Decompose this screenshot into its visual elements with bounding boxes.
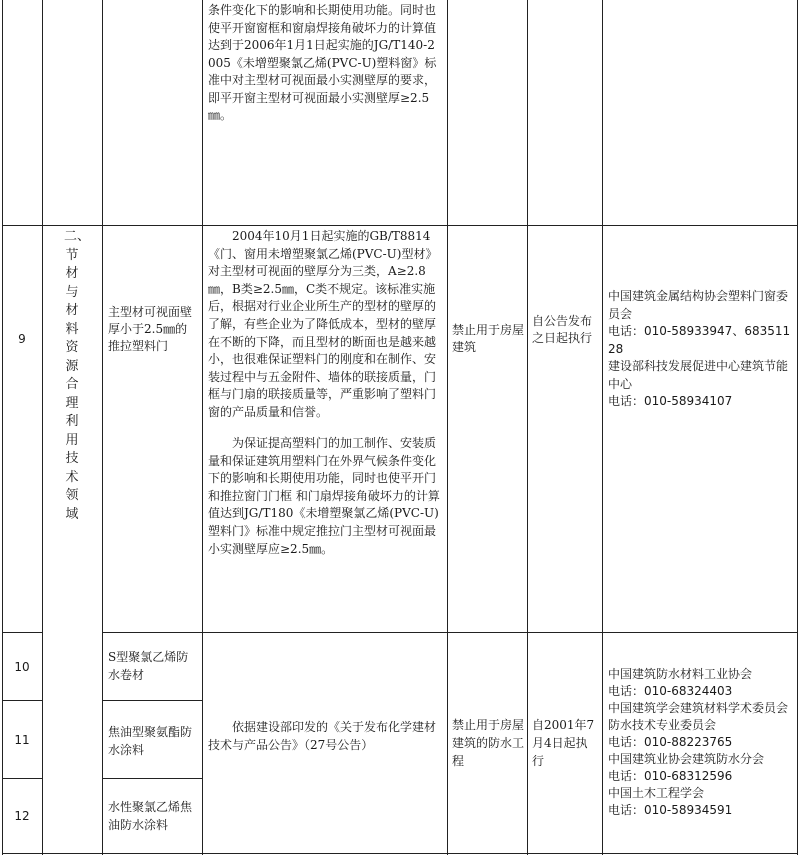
row-divider-9-10 [102,632,798,633]
row-divider-9-10-no [2,632,43,633]
col-divider-product [202,0,203,855]
row-divider-11-12-product [102,778,203,779]
row-divider-11-12-no [2,778,43,779]
row-divider-top-right [102,225,798,226]
row-divider-top [2,225,102,226]
group-reason: 依据建设部印发的《关于发布化学建材技术与产品公告》（27号公告） [208,720,437,752]
table-border-bottom [2,853,798,854]
top-reason-text: 条件变化下的影响和长期使用功能。同时也使平开窗窗框和窗扇焊接角破坏力的计算值达到于2006年1月1日起实施的JG/T140-2005《未增塑聚氯乙烯(PVC-U)塑料窗》标准中对主型材可视面最小实测壁厚的要求，即平开窗主型材可视面最小实测壁厚≥2.5㎜。 [208,3,437,122]
row-9-scope: 禁止用于房屋建筑 [452,323,525,354]
row-9-reason-p2: 为保证提高塑料门的加工制作、安装质量和保证建筑用塑料门在外界气候条件变化下的影响和长期使用功能，同时也使平开门和推拉窗门门框 和门扇焊接角破坏力的计算值达到JG/T180《未增塑聚氯乙烯(PVC-U)塑料门》标准中规定推拉门主型材可视面最小实测壁厚应≥2.5㎜。 [208,436,440,556]
col-divider-reason [447,0,448,855]
row-number-10: 10 [14,660,30,674]
row-9-product: 主型材可视面壁厚小于2.5㎜的推拉塑料门 [108,305,193,353]
row-11-product: 焦油型聚氨酯防水涂料 [108,725,193,757]
row-9-reason-p1: 2004年10月1日起实施的GB/T8814《门、窗用未增塑聚氯乙烯(PVC-U)型材》对主型材可视面的壁厚分为三类，A≥2.8㎜，B类≥2.5㎜，C类不规定。该标准实施后，根据对行业企业所生产的型材的壁厚的了解，有些企业为了降低成本，型材的壁厚在不断的下降，而且型材的断面也是越来越小，也很难保证塑料门的刚度和在制作、安装过程中与五金附件、墙体的联接质量，门框与门扇的联接质量等，严重影响了塑料门窗的产品质量和信誉。 [208,229,438,419]
col-divider-category [102,0,103,855]
group-scope: 禁止用于房屋建筑的防水工程 [452,718,525,768]
row-12-product: 水性聚氯乙烯焦油防水涂料 [108,800,193,832]
row-9-contact: 中国建筑金属结构协会塑料门窗委员会 电话：010-58933947、68351128 建设部科技发展促进中心建筑节能中心 电话：010-58934107 [608,289,791,408]
row-9-date: 自公告发布之日起执行 [532,314,593,345]
row-number-11: 11 [14,733,30,747]
group-date: 自2001年7月4日起执行 [532,718,595,768]
table-border-left [2,0,3,855]
row-number-9: 9 [18,332,26,346]
table-border-right [797,0,798,855]
col-divider-no [42,0,43,855]
col-divider-scope [527,0,528,855]
row-number-12: 12 [14,809,30,823]
row-10-product: S型聚氯乙烯防水卷材 [108,650,189,682]
row-divider-10-11-product [102,700,203,701]
col-divider-date [602,0,603,855]
group-contact: 中国建筑防水材料工业协会 电话：010-68324403 中国建筑学会建筑材料学术委员会防水技术专业委员会 电话：010-88223765 中国建筑业协会建筑防水分会 电话：010-68312596 中国土木工程学会 电话：010-58934591 [608,667,789,817]
row-divider-10-11-no [2,700,43,701]
category-label: 二、节材与材料资源合理利用技术领域 [64,229,91,522]
